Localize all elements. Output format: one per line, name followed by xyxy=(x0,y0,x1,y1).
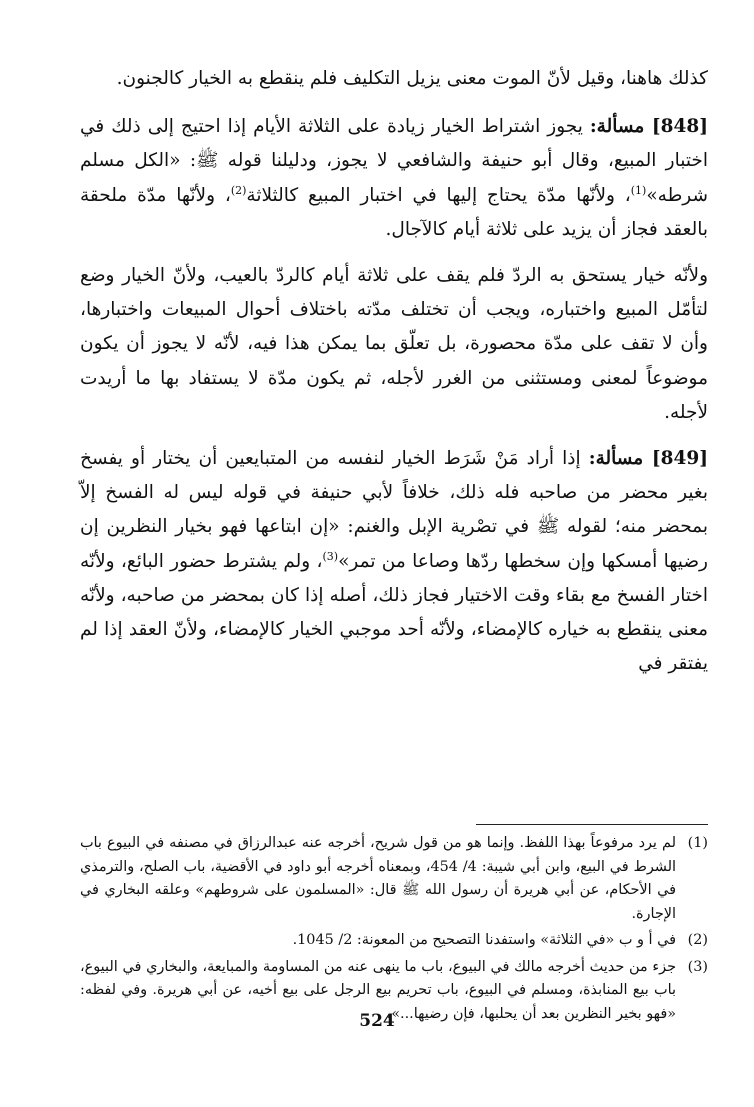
paragraph-issue-848 xyxy=(80,110,708,247)
issue-label: [849] مسألة: xyxy=(588,448,708,470)
footnotes xyxy=(80,832,708,1029)
footnote-2 xyxy=(80,929,708,953)
paragraph-text: ولأنّه خيار يستحق به الردّ فلم يقف على ثلاثة أيام كالردّ بالعيب، ولأنّ الخيار وضع لتأمّل المبيع واختباره، ويجب أن تختلف مدّته باختلاف أحوال المبيعات واختبارها، وأن لا تقف على مدّة محصورة، بل تعلّق بما يمكن هذا فيه، لأنّه لا يجوز أن يكون موضوعاً لمعنى ومستثنى من الغرر لأجله، ثم يكون مدّة لا يستفاد بها ما أريدت لأجله. xyxy=(80,265,708,423)
paragraph-text: ، ولأنّها مدّة ملحقة بالعقد فجاز أن يزيد على ثلاثة أيام كالآجال. xyxy=(80,184,708,240)
footnote-ref-2: (2) xyxy=(230,183,247,197)
footnote-mark: (1) xyxy=(687,835,708,851)
paragraph-text: يجوز اشتراط الخيار زيادة على الثلاثة الأيام إذا احتيج إلى ذلك في اختبار المبيع، وقال أبو حنيفة والشافعي لا يجوز، ودليلنا قوله ﷺ: «الكل مسلم شرطه» xyxy=(80,116,708,206)
footnote-ref-1: (1) xyxy=(630,183,647,197)
footnote-1 xyxy=(80,832,708,926)
footnote-text: جزء من حديث أخرجه مالك في البيوع، باب ما ينهى عنه من المساومة والمبايعة، والبخاري في البيوع، باب بيع المنابذة، ومسلم في البيوع، باب تحريم بيع الرجل على بيع أخيه، عن أبي هريرة. وفي لفظه: «فهو بخير النظرين بعد أن يحلبها، فإن رضيها...». xyxy=(80,958,676,1022)
paragraph-argument xyxy=(80,259,708,430)
footnote-mark: (2) xyxy=(687,932,708,948)
footnote-mark: (3) xyxy=(687,958,708,975)
main-text xyxy=(80,62,708,693)
paragraph-text: ، ولأنّها مدّة يحتاج إليها في اختبار المبيع كالثلاثة xyxy=(246,184,631,206)
footnote-divider xyxy=(476,824,708,825)
paragraph-issue-849 xyxy=(80,442,708,681)
issue-label: [848] مسألة: xyxy=(589,116,708,138)
page-number: 524 xyxy=(359,1011,395,1031)
paragraph-continuation xyxy=(80,62,708,96)
footnote-text: في أ و ب «في الثلاثة» واستفدنا التصحيح من المعونة: 2/ 1045. xyxy=(292,932,676,948)
paragraph-text: ، ولم يشترط حضور البائع، ولأنّه اختار الفسخ مع بقاء وقت الاختيار فجاز ذلك، أصله إذا كان بمحضر من صاحبه، ولأنّه معنى ينقطع به خياره كالإمضاء، ولأنّه أحد موجبي الخيار كالإمضاء، ولأنّ العقد إذا لم يفتقر في xyxy=(80,550,708,675)
footnote-text: لم يرد مرفوعاً بهذا اللفظ. وإنما هو من قول شريح، أخرجه عنه عبدالرزاق في مصنفه في البيوع باب الشرط في البيع، وابن أبي شيبة: 4/ 454، وبمعناه أخرجه أبو داود في الأقضية، باب الصلح، والترمذي في الأحكام، عن أبي هريرة أن رسول الله ﷺ قال: «المسلمون على شروطهم» وعلقه البخاري في الإجارة. xyxy=(80,835,676,922)
paragraph-text: كذلك هاهنا، وقيل لأنّ الموت معنى يزيل التكليف فلم ينقطع به الخيار كالجنون. xyxy=(116,68,708,89)
footnote-ref-3: (3) xyxy=(322,549,339,563)
paragraph-text: إذا أراد مَنْ شَرَط الخيار لنفسه من المتبايعين أن يختار أو يفسخ بغير محضر من صاحبه فله ذلك، خلافاً لأبي حنيفة في قوله ليس له الفسخ إلاّ بمحضر منه؛ لقوله ﷺ في تصْرية الإبل والغنم: «إن ابتاعها فهو بخيار النظرين إن رضيها أمسكها وإن سخطها ردّها وصاعا من تمر» xyxy=(80,448,708,572)
